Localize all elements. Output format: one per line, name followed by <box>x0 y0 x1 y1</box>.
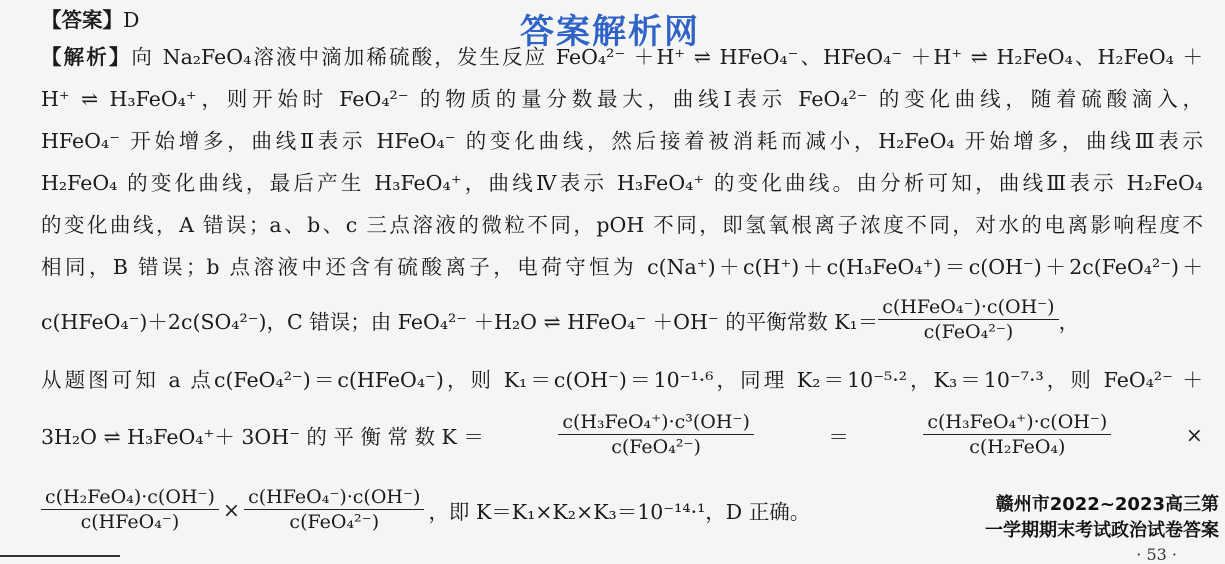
k1-numerator: c(HFeO₄⁻)·c(OH⁻) <box>878 295 1058 320</box>
analysis-label: 【解析】 <box>41 45 132 69</box>
answer-value: D <box>123 8 140 32</box>
k2-numerator: c(H₂FeO₄)·c(OH⁻) <box>41 485 219 510</box>
analysis-line-7 <box>41 295 1203 344</box>
analysis-line-6: 相同，B 错误；b 点溶液中还含有硫酸离子，电荷守恒为 c(Na⁺)＋c(H⁺)＋c(H₃FeO₄⁺)＝c(OH⁻)＋2c(FeO₄²⁻)＋ <box>41 255 1203 279</box>
k1-repeat-numerator: c(HFeO₄⁻)·c(OH⁻) <box>244 485 424 510</box>
analysis-line-2: H⁺ ⇌ H₃FeO₄⁺，则开始时 FeO₄²⁻ 的物质的量分数最大，曲线Ⅰ表示 FeO₄²⁻ 的变化曲线，随着硫酸滴入， <box>41 87 1203 111</box>
k-fraction-2 <box>923 410 1111 459</box>
analysis-line-5: 的变化曲线，A 错误；a、b、c 三点溶液的微粒不同，pOH 不同，即氢氧根离子浓度不同，对水的电离影响程度不 <box>41 213 1203 237</box>
k-fraction-2-denominator: c(H₂FeO₄) <box>969 436 1066 458</box>
analysis-line-8: 从题图可知 a 点c(FeO₄²⁻)＝c(HFeO₄⁻)，则 K₁＝c(OH⁻)＝10⁻¹·⁶，同理 K₂＝10⁻⁵·²，K₃＝10⁻⁷·³，则 FeO₄²⁻ ＋ <box>41 368 1203 392</box>
line7-text: c(HFeO₄⁻)＋2c(SO₄²⁻)，C 错误；由 FeO₄²⁻ ＋H₂O ⇌ HFeO₄⁻ ＋OH⁻ 的平衡常数 K₁＝ <box>41 309 879 334</box>
analysis-line-4: H₂FeO₄ 的变化曲线，最后产生 H₃FeO₄⁺，曲线Ⅳ表示 H₃FeO₄⁺ 的变化曲线。由分析可知，曲线Ⅲ表示 H₂FeO₄ <box>41 171 1203 195</box>
answer-line <box>41 6 1203 34</box>
k-fraction-1-numerator: c(H₃FeO₄⁺)·c³(OH⁻) <box>558 410 754 435</box>
k1-repeat-denominator: c(FeO₄²⁻) <box>289 511 380 533</box>
analysis-line-3: HFeO₄⁻ 开始增多，曲线Ⅱ表示 HFeO₄⁻ 的变化曲线，然后接着被消耗而减小，H₂FeO₄ 开始增多，曲线Ⅲ表示 <box>41 129 1203 153</box>
line10-tail: ，即 K＝K₁×K₂×K₃＝10⁻¹⁴·¹，D 正确。 <box>428 499 811 524</box>
k2-fraction <box>41 485 219 534</box>
line9-tail: × <box>1185 422 1203 447</box>
k-fraction-2-numerator: c(H₃FeO₄⁺)·c(OH⁻) <box>923 410 1111 435</box>
analysis-line-9 <box>41 410 1203 459</box>
page-number: · 53 · <box>1136 545 1177 564</box>
line9-equals: ＝ <box>828 424 849 449</box>
k-fraction-1-denominator: c(FeO₄²⁻) <box>611 436 701 458</box>
line10-multiply: × <box>222 497 241 522</box>
source-stamp-line-1: 赣州市2022~2023高三第 <box>995 494 1219 515</box>
k1-fraction-repeat <box>244 485 424 534</box>
source-stamp-line-2: 一学期期末考试政治试卷答案 <box>985 520 1219 541</box>
answer-label: 【答案】 <box>41 8 123 32</box>
line7-tail: ， <box>1058 309 1080 334</box>
k1-denominator: c(FeO₄²⁻) <box>923 321 1014 343</box>
line9-text: 3H₂O ⇌ H₃FeO₄⁺＋ 3OH⁻ 的 平 衡 常 数 K ＝ <box>41 424 484 449</box>
analysis-text-1: 向 Na₂FeO₄溶液中滴加稀硫酸，发生反应 FeO₄²⁻ ＋H⁺ ⇌ HFeO₄⁻、HFeO₄⁻ ＋H⁺ ⇌ H₂FeO₄、H₂FeO₄ ＋ <box>131 45 1204 69</box>
analysis-line-1 <box>41 43 1203 71</box>
watermark: 答案解析网 <box>520 12 700 52</box>
k2-denominator: c(HFeO₄⁻) <box>80 511 180 533</box>
footer-rule <box>0 555 120 557</box>
k1-fraction <box>878 295 1058 344</box>
k-fraction-1 <box>558 410 754 459</box>
